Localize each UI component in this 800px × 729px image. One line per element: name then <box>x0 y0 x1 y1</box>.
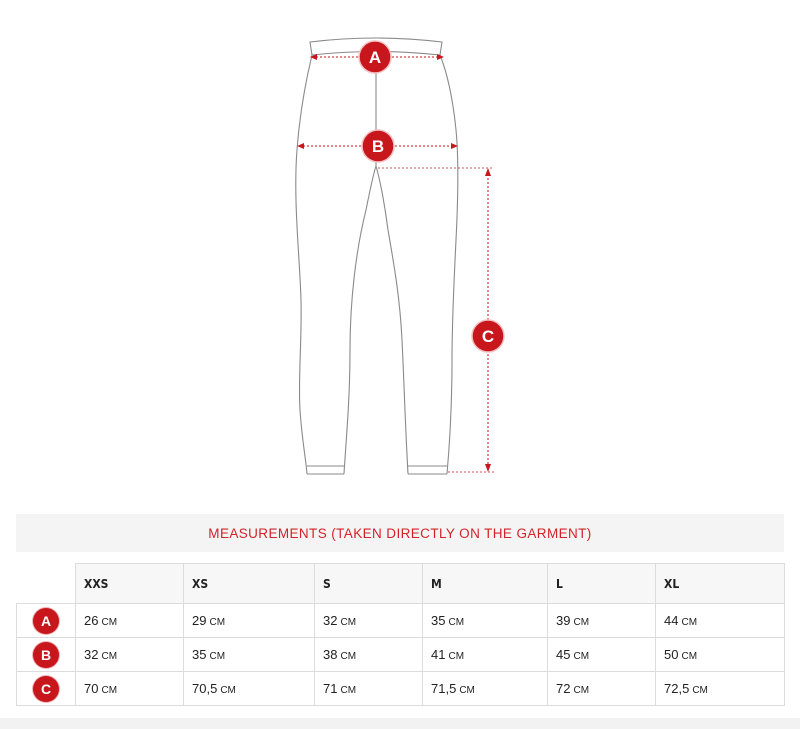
measure-line-c <box>378 168 494 472</box>
marker-a-icon <box>359 41 391 73</box>
table-row <box>17 638 785 672</box>
table-cell: 70 CM <box>76 672 184 706</box>
size-header: XL <box>656 564 785 604</box>
size-header-row <box>17 564 785 604</box>
table-cell: 71 CM <box>315 672 423 706</box>
size-header: L <box>548 564 656 604</box>
table-cell: 72 CM <box>548 672 656 706</box>
svg-text:B: B <box>371 137 385 156</box>
table-cell: 35 CM <box>184 638 315 672</box>
size-header: XS <box>184 564 315 604</box>
table-cell: 26 CM <box>76 604 184 638</box>
page-footer-strip <box>0 718 800 729</box>
table-cell: 41 CM <box>423 638 548 672</box>
size-chart-table <box>16 563 785 706</box>
size-header: XXS <box>76 564 184 604</box>
table-cell: 44 CM <box>656 604 785 638</box>
marker-b-icon <box>362 130 394 162</box>
table-cell: 39 CM <box>548 604 656 638</box>
table-cell: 32 CM <box>315 604 423 638</box>
marker-a-badge: A <box>33 608 59 634</box>
leggings-outline <box>296 38 458 474</box>
row-label-cell <box>17 604 76 638</box>
marker-c-icon <box>472 320 504 352</box>
table-cell: 45 CM <box>548 638 656 672</box>
table-cell: 71,5 CM <box>423 672 548 706</box>
table-cell: 70,5 CM <box>184 672 315 706</box>
measurements-title: MEASUREMENTS (TAKEN DIRECTLY ON THE GARMENT) <box>208 525 592 541</box>
row-label-cell <box>17 672 76 706</box>
marker-b-badge: B <box>33 642 59 668</box>
table-cell: 38 CM <box>315 638 423 672</box>
table-cell: 35 CM <box>423 604 548 638</box>
table-row <box>17 604 785 638</box>
svg-text:A: A <box>368 48 382 67</box>
table-row <box>17 672 785 706</box>
table-cell: 32 CM <box>76 638 184 672</box>
marker-c-badge: C <box>33 676 59 702</box>
measurements-banner <box>16 514 784 552</box>
table-cell: 50 CM <box>656 638 785 672</box>
size-header: M <box>423 564 548 604</box>
corner-cell <box>17 564 76 604</box>
svg-text:C: C <box>481 327 495 346</box>
table-cell: 72,5 CM <box>656 672 785 706</box>
size-header: S <box>315 564 423 604</box>
table-cell: 29 CM <box>184 604 315 638</box>
row-label-cell <box>17 638 76 672</box>
